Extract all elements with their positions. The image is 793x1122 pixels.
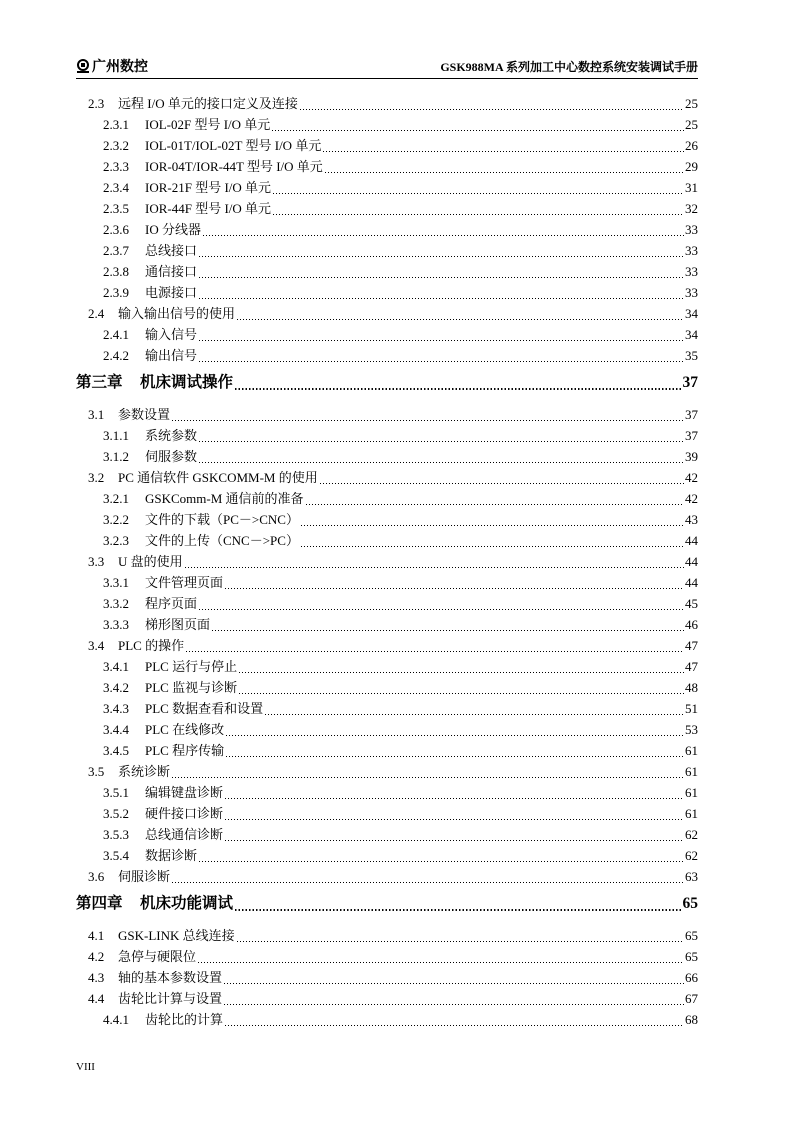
toc-entry-page: 33 bbox=[685, 285, 698, 300]
toc-entry-page: 25 bbox=[685, 117, 698, 132]
toc-entry[interactable] bbox=[88, 947, 698, 965]
toc-entry[interactable] bbox=[88, 468, 698, 486]
toc-entry-title: PLC 运行与停止 bbox=[145, 659, 238, 674]
toc-dot-leader bbox=[300, 533, 684, 549]
toc-entry-number: 3.3.3 bbox=[103, 617, 129, 632]
toc-entry[interactable] bbox=[103, 804, 698, 822]
toc-entry[interactable] bbox=[103, 115, 698, 133]
toc-dot-leader bbox=[223, 991, 684, 1007]
toc-entry[interactable] bbox=[103, 1010, 698, 1028]
toc-dot-leader bbox=[300, 512, 684, 528]
toc-entry[interactable] bbox=[88, 552, 698, 570]
toc-dot-leader bbox=[236, 928, 684, 944]
toc-entry-number: 2.3.8 bbox=[103, 264, 129, 279]
toc-entry-page: 37 bbox=[682, 374, 698, 391]
toc-dot-leader bbox=[198, 596, 684, 612]
toc-entry-page: 61 bbox=[685, 764, 698, 779]
toc-entry[interactable] bbox=[103, 447, 698, 465]
toc-entry-number: 3.4.2 bbox=[103, 680, 129, 695]
toc-dot-leader bbox=[322, 138, 684, 154]
toc-dot-leader bbox=[185, 638, 684, 654]
toc-entry[interactable] bbox=[103, 573, 698, 591]
toc-entry-page: 43 bbox=[685, 512, 698, 527]
toc-entry-number: 4.4.1 bbox=[103, 1012, 129, 1027]
toc-dot-leader bbox=[202, 222, 684, 238]
toc-entry[interactable] bbox=[103, 489, 698, 507]
toc-dot-leader bbox=[272, 180, 684, 196]
toc-entry-number: 3.4 bbox=[88, 638, 105, 653]
toc-dot-leader bbox=[272, 201, 684, 217]
toc-dot-leader bbox=[234, 374, 681, 392]
toc-dot-leader bbox=[299, 96, 684, 112]
toc-entry-number: 2.4 bbox=[88, 306, 105, 321]
toc-entry-title: 机床功能调试 bbox=[140, 895, 234, 912]
logo-text: 广州数控 bbox=[92, 59, 148, 75]
toc-entry-number: 2.3.5 bbox=[103, 201, 129, 216]
toc-entry-title: IOL-02F 型号 I/O 单元 bbox=[145, 117, 271, 132]
toc-entry-title: IOL-01T/IOL-02T 型号 I/O 单元 bbox=[145, 138, 322, 153]
toc-dot-leader bbox=[305, 491, 684, 507]
toc-entry-page: 42 bbox=[685, 491, 698, 506]
page-number: VIII bbox=[76, 1061, 95, 1073]
toc-entry-number: 3.5 bbox=[88, 764, 105, 779]
toc-entry-title: IOR-04T/IOR-44T 型号 I/O 单元 bbox=[145, 159, 323, 174]
toc-entry-title: PLC 的操作 bbox=[118, 638, 185, 653]
toc-dot-leader bbox=[224, 785, 684, 801]
toc-entry-number: 第四章 bbox=[76, 895, 123, 912]
toc-dot-leader bbox=[319, 470, 684, 486]
toc-entry[interactable] bbox=[103, 178, 698, 196]
toc-entry-number: 3.4.1 bbox=[103, 659, 129, 674]
toc-dot-leader bbox=[211, 617, 684, 633]
toc-dot-leader bbox=[264, 701, 684, 717]
toc-entry-number: 2.4.2 bbox=[103, 348, 129, 363]
toc-entry-title: 程序页面 bbox=[145, 596, 198, 611]
toc-entry-title: 轴的基本参数设置 bbox=[118, 970, 223, 985]
toc-entry[interactable] bbox=[103, 531, 698, 549]
toc-dot-leader bbox=[271, 117, 684, 133]
toc-dot-leader bbox=[171, 764, 684, 780]
toc-entry-number: 3.4.5 bbox=[103, 743, 129, 758]
toc-entry-title: IOR-44F 型号 I/O 单元 bbox=[145, 201, 272, 216]
toc-entry[interactable] bbox=[103, 846, 698, 864]
toc-dot-leader bbox=[224, 806, 684, 822]
toc-entry-page: 63 bbox=[685, 869, 698, 884]
toc-entry-page: 31 bbox=[685, 180, 698, 195]
toc-entry-page: 33 bbox=[685, 264, 698, 279]
toc-entry-title: PLC 程序传输 bbox=[145, 743, 225, 758]
toc-entry-title: 伺服参数 bbox=[145, 449, 198, 464]
toc-entry[interactable] bbox=[103, 594, 698, 612]
toc-entry[interactable] bbox=[88, 867, 698, 885]
toc-entry-page: 47 bbox=[685, 659, 698, 674]
toc-entry-title: 总线通信诊断 bbox=[145, 827, 224, 842]
toc-entry-page: 65 bbox=[682, 895, 698, 912]
toc-entry[interactable] bbox=[103, 241, 698, 259]
toc-entry-page: 61 bbox=[685, 743, 698, 758]
toc-entry[interactable] bbox=[88, 94, 698, 112]
toc-dot-leader bbox=[198, 428, 684, 444]
toc-entry-number: 2.3.6 bbox=[103, 222, 129, 237]
toc-entry[interactable] bbox=[103, 283, 698, 301]
toc-entry-page: 61 bbox=[685, 806, 698, 821]
toc-entry-page: 65 bbox=[685, 928, 698, 943]
toc-entry-page: 48 bbox=[685, 680, 698, 695]
toc-entry[interactable] bbox=[88, 304, 698, 322]
toc-entry-title: 编辑键盘诊断 bbox=[145, 785, 224, 800]
toc-entry[interactable] bbox=[103, 157, 698, 175]
toc-entry[interactable] bbox=[88, 636, 698, 654]
toc-entry-page: 46 bbox=[685, 617, 698, 632]
toc-entry-page: 26 bbox=[685, 138, 698, 153]
toc-entry-number: 2.3.1 bbox=[103, 117, 129, 132]
toc-entry[interactable] bbox=[88, 405, 698, 423]
toc-entry-number: 2.4.1 bbox=[103, 327, 129, 342]
toc-entry[interactable] bbox=[88, 762, 698, 780]
toc-entry-page: 62 bbox=[685, 848, 698, 863]
toc-entry-number: 3.5.3 bbox=[103, 827, 129, 842]
toc-entry-number: 4.2 bbox=[88, 949, 105, 964]
toc-entry-number: 3.3.2 bbox=[103, 596, 129, 611]
toc-entry[interactable] bbox=[103, 199, 698, 217]
toc-entry-number: 3.1.1 bbox=[103, 428, 129, 443]
toc-entry[interactable] bbox=[103, 825, 698, 843]
toc-entry-number: 3.5.1 bbox=[103, 785, 129, 800]
toc-entry-page: 32 bbox=[685, 201, 698, 216]
toc-dot-leader bbox=[238, 659, 684, 675]
toc-dot-leader bbox=[238, 680, 684, 696]
toc-entry-title: 系统诊断 bbox=[118, 764, 171, 779]
toc-dot-leader bbox=[324, 159, 684, 175]
toc-entry-title: 文件的上传（CNC－>PC） bbox=[145, 533, 299, 548]
toc-entry[interactable] bbox=[103, 657, 698, 675]
toc-entry-page: 33 bbox=[685, 243, 698, 258]
toc-entry[interactable] bbox=[103, 699, 698, 717]
toc-entry-title: 输出信号 bbox=[145, 348, 198, 363]
toc-entry-page: 44 bbox=[685, 575, 698, 590]
toc-dot-leader bbox=[224, 1012, 684, 1028]
toc-entry-number: 2.3.9 bbox=[103, 285, 129, 300]
toc-entry-page: 39 bbox=[685, 449, 698, 464]
toc-dot-leader bbox=[198, 848, 684, 864]
toc-entry-title: 伺服诊断 bbox=[118, 869, 171, 884]
toc-entry-page: 29 bbox=[685, 159, 698, 174]
toc-chapter-entry[interactable] bbox=[76, 372, 698, 392]
toc-entry-page: 37 bbox=[685, 407, 698, 422]
toc-entry[interactable] bbox=[103, 678, 698, 696]
toc-entry[interactable] bbox=[88, 989, 698, 1007]
toc-entry-title: 机床调试操作 bbox=[140, 374, 234, 391]
toc-chapter-entry[interactable] bbox=[76, 893, 698, 913]
toc-entry-page: 61 bbox=[685, 785, 698, 800]
toc-entry-number: 3.3 bbox=[88, 554, 105, 569]
toc-entry[interactable] bbox=[88, 968, 698, 986]
toc-entry-page: 47 bbox=[685, 638, 698, 653]
toc-entry-number: 2.3.2 bbox=[103, 138, 129, 153]
toc-entry-page: 44 bbox=[685, 554, 698, 569]
toc-entry-number: 3.6 bbox=[88, 869, 105, 884]
toc-dot-leader bbox=[236, 306, 684, 322]
toc-entry[interactable] bbox=[103, 262, 698, 280]
toc-dot-leader bbox=[234, 895, 681, 913]
toc-entry-title: 远程 I/O 单元的接口定义及连接 bbox=[118, 96, 298, 111]
toc-entry-number: 3.3.1 bbox=[103, 575, 129, 590]
toc-entry-title: 参数设置 bbox=[118, 407, 171, 422]
toc-entry-page: 25 bbox=[685, 96, 698, 111]
toc-entry[interactable] bbox=[103, 325, 698, 343]
toc-entry-number: 3.4.3 bbox=[103, 701, 129, 716]
toc-entry-title: PC 通信软件 GSKCOMM-M 的使用 bbox=[118, 470, 318, 485]
toc-entry-title: GSK-LINK 总线连接 bbox=[118, 928, 235, 943]
toc-entry[interactable] bbox=[88, 926, 698, 944]
toc-entry-page: 34 bbox=[685, 306, 698, 321]
toc-entry-title: 系统参数 bbox=[145, 428, 198, 443]
toc-entry-title: PLC 监视与诊断 bbox=[145, 680, 238, 695]
toc-entry-number: 2.3.4 bbox=[103, 180, 129, 195]
toc-entry-number: 3.2.1 bbox=[103, 491, 129, 506]
toc-entry-title: IO 分线器 bbox=[145, 222, 201, 237]
toc-entry-title: U 盘的使用 bbox=[118, 554, 183, 569]
toc-entry-page: 33 bbox=[685, 222, 698, 237]
toc-entry-title: 急停与硬限位 bbox=[118, 949, 197, 964]
toc-dot-leader bbox=[224, 575, 684, 591]
toc-dot-leader bbox=[198, 327, 684, 343]
toc-entry-number: 第三章 bbox=[76, 374, 123, 391]
toc-entry-page: 68 bbox=[685, 1012, 698, 1027]
toc-entry-number: 3.5.4 bbox=[103, 848, 129, 863]
toc-entry-title: GSKComm-M 通信前的准备 bbox=[145, 491, 304, 506]
toc-dot-leader bbox=[198, 264, 684, 280]
toc-entry-page: 67 bbox=[685, 991, 698, 1006]
toc-entry-page: 51 bbox=[685, 701, 698, 716]
toc-dot-leader bbox=[198, 285, 684, 301]
toc-entry[interactable] bbox=[103, 741, 698, 759]
toc-entry-number: 3.2.2 bbox=[103, 512, 129, 527]
toc-entry-title: 文件管理页面 bbox=[145, 575, 224, 590]
toc-entry-number: 4.4 bbox=[88, 991, 105, 1006]
toc-entry[interactable] bbox=[103, 220, 698, 238]
toc-entry-page: 62 bbox=[685, 827, 698, 842]
toc-entry-title: 输入信号 bbox=[145, 327, 198, 342]
toc-entry[interactable] bbox=[103, 510, 698, 528]
toc-dot-leader bbox=[198, 449, 684, 465]
toc-entry[interactable] bbox=[103, 720, 698, 738]
toc-entry-number: 3.1 bbox=[88, 407, 105, 422]
toc-entry-page: 45 bbox=[685, 596, 698, 611]
toc-dot-leader bbox=[224, 827, 684, 843]
toc-dot-leader bbox=[198, 348, 684, 364]
toc-entry-number: 4.1 bbox=[88, 928, 105, 943]
toc-entry-page: 66 bbox=[685, 970, 698, 985]
toc-entry-title: 文件的下载（PC－>CNC） bbox=[145, 512, 299, 527]
toc-entry-number: 3.5.2 bbox=[103, 806, 129, 821]
toc-entry-page: 37 bbox=[685, 428, 698, 443]
toc-dot-leader bbox=[223, 970, 684, 986]
toc-entry[interactable] bbox=[103, 426, 698, 444]
toc-entry[interactable] bbox=[103, 783, 698, 801]
toc-entry-title: 总线接口 bbox=[145, 243, 198, 258]
toc-entry-number: 2.3.3 bbox=[103, 159, 129, 174]
toc-entry-page: 53 bbox=[685, 722, 698, 737]
toc-entry-title: 电源接口 bbox=[145, 285, 198, 300]
toc-entry-page: 35 bbox=[685, 348, 698, 363]
toc-entry[interactable] bbox=[103, 346, 698, 364]
toc-entry-number: 3.4.4 bbox=[103, 722, 129, 737]
toc-entry-title: IOR-21F 型号 I/O 单元 bbox=[145, 180, 272, 195]
toc-entry-title: 通信接口 bbox=[145, 264, 198, 279]
toc-entry-number: 4.3 bbox=[88, 970, 105, 985]
toc-entry[interactable] bbox=[103, 136, 698, 154]
toc-dot-leader bbox=[171, 869, 684, 885]
toc-entry-title: 齿轮比的计算 bbox=[145, 1012, 224, 1027]
toc-entry-number: 2.3 bbox=[88, 96, 105, 111]
toc-entry-number: 3.2 bbox=[88, 470, 105, 485]
toc-dot-leader bbox=[197, 949, 684, 965]
toc-entry-page: 44 bbox=[685, 533, 698, 548]
toc-dot-leader bbox=[184, 554, 684, 570]
toc-entry-title: 输入输出信号的使用 bbox=[118, 306, 236, 321]
toc-entry-number: 2.3.7 bbox=[103, 243, 129, 258]
toc-dot-leader bbox=[198, 243, 684, 259]
toc-dot-leader bbox=[225, 722, 684, 738]
toc-entry-page: 34 bbox=[685, 327, 698, 342]
toc-entry-title: 梯形图页面 bbox=[145, 617, 211, 632]
document-title: GSK988MA 系列加工中心数控系统安装调试手册 bbox=[440, 60, 698, 74]
toc-entry-title: 数据诊断 bbox=[145, 848, 198, 863]
toc-entry-page: 65 bbox=[685, 949, 698, 964]
toc-entry-number: 3.1.2 bbox=[103, 449, 129, 464]
toc-dot-leader bbox=[225, 743, 684, 759]
toc-entry-title: 齿轮比计算与设置 bbox=[118, 991, 223, 1006]
toc-entry-number: 3.2.3 bbox=[103, 533, 129, 548]
toc-entry-page: 42 bbox=[685, 470, 698, 485]
toc-dot-leader bbox=[171, 407, 684, 423]
toc-entry[interactable] bbox=[103, 615, 698, 633]
toc-entry-title: 硬件接口诊断 bbox=[145, 806, 224, 821]
toc-entry-title: PLC 数据查看和设置 bbox=[145, 701, 264, 716]
toc-entry-title: PLC 在线修改 bbox=[145, 722, 225, 737]
